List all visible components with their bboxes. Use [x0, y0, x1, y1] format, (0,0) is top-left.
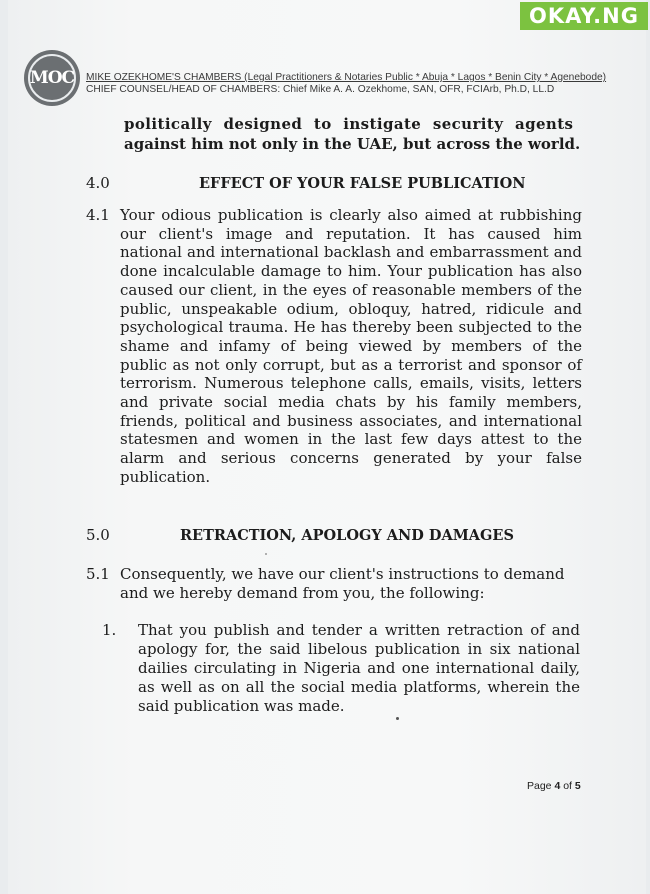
- watermark: OKAY.NG: [520, 2, 648, 30]
- carryover-line2: against him not only in the UAE, but across the world.: [124, 135, 581, 153]
- item-1-number: 1.: [102, 621, 117, 639]
- item-1-text: That you publish and tender a written retraction of and apology for, the said libelous publication in six national dailies circulating in Nigeria and one international daily, as well as on all the social media platforms, wherein the said publication was made.: [138, 621, 580, 715]
- letterhead-line2: CHIEF COUNSEL/HEAD OF CHAMBERS: Chief Mike A. A. Ozekhome, SAN, OFR, FCIArb, Ph.D, LL.D: [86, 84, 555, 95]
- para-4-1-text: Your odious publication is clearly also aimed at rubbishing our client's image and reputation. It has caused him national and international backlash and embarrassment and done incalculable damage to him. Your publication has also caused our client, in the eyes of reasonable members of the public, unspeakable odium, obloquy, hatred, ridicule and psychological trauma. He has thereby been subjected to the shame and infamy of being viewed by members of the public as not only corrupt, but as a terrorist and sponsor of terrorism. Numerous telephone calls, emails, visits, letters and private social media chats by his family members, friends, political and business associates, and international statesmen and women in the last few days attest to the alarm and serious concerns generated by your false publication.: [120, 206, 582, 486]
- section4-number: 4.0: [86, 174, 110, 192]
- page-of: of: [563, 780, 572, 792]
- page-number: [527, 780, 581, 792]
- para-5-1-number: 5.1: [86, 565, 110, 583]
- page-current: 4: [554, 780, 561, 792]
- scan-speck: [265, 553, 267, 555]
- section5-number: 5.0: [86, 526, 110, 544]
- para-5-1-line2: and we hereby demand from you, the following:: [120, 584, 485, 602]
- scan-speck: [396, 717, 399, 720]
- letterhead-line1: MIKE OZEKHOME'S CHAMBERS (Legal Practitioners & Notaries Public * Abuja * Lagos * Benin City * Agenebode): [86, 72, 607, 83]
- para-4-1-number: 4.1: [86, 206, 110, 224]
- section4-heading: EFFECT OF YOUR FALSE PUBLICATION: [199, 175, 526, 192]
- logo-ring: [28, 54, 76, 102]
- page-label: Page: [527, 780, 552, 792]
- para-5-1-line1: Consequently, we have our client's instructions to demand: [120, 565, 565, 583]
- chambers-logo: [24, 50, 80, 106]
- page-total: 5: [574, 780, 581, 792]
- carryover-line1: politically designed to instigate security agents: [124, 115, 574, 133]
- logo-text: MOC: [29, 68, 75, 88]
- section5-heading: RETRACTION, APOLOGY AND DAMAGES: [180, 527, 514, 544]
